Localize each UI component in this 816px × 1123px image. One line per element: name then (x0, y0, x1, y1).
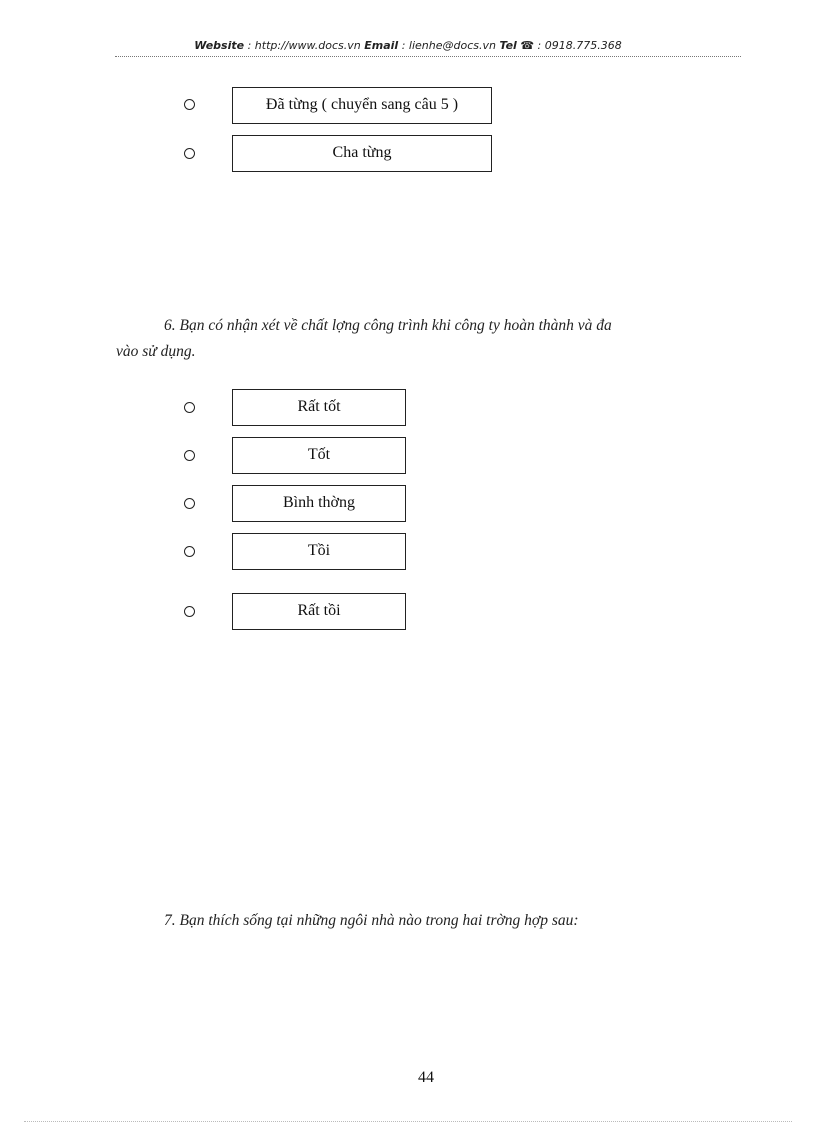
radio-q6-option-4[interactable] (184, 546, 195, 557)
footer-divider (24, 1121, 792, 1122)
website-value: : http://www.docs.vn (244, 39, 365, 52)
header-divider (115, 56, 741, 57)
q6-option-5-box[interactable]: Rất tồi (232, 593, 406, 630)
question-7-text: 7. Bạn thích sống tại những ngôi nhà nào trong hai trờng hợp sau: (164, 912, 579, 929)
page-header (0, 39, 816, 52)
question-6-text-continued: vào sử dụng. (116, 343, 196, 360)
q6-option-1-box[interactable]: Rất tốt (232, 389, 406, 426)
email-label: Email (364, 39, 399, 52)
q6-option-2-box[interactable]: Tốt (232, 437, 406, 474)
tel-value: : 0918.775.368 (534, 39, 622, 52)
phone-icon: ☎ (520, 39, 535, 52)
q5-option-2-box[interactable]: Cha từng (232, 135, 492, 172)
tel-label: Tel (499, 39, 517, 52)
website-label: Website (194, 39, 245, 52)
page-number: 44 (418, 1069, 434, 1086)
q6-option-3-box[interactable]: Bình thờng (232, 485, 406, 522)
radio-q5-option-2[interactable] (184, 148, 195, 159)
radio-q6-option-1[interactable] (184, 402, 195, 413)
q6-option-4-box[interactable]: Tồi (232, 533, 406, 570)
radio-q5-option-1[interactable] (184, 99, 195, 110)
radio-q6-option-5[interactable] (184, 606, 195, 617)
radio-q6-option-3[interactable] (184, 498, 195, 509)
radio-q6-option-2[interactable] (184, 450, 195, 461)
email-value: : lienhe@docs.vn (398, 39, 500, 52)
question-6-text: 6. Bạn có nhận xét về chất lợng công trình khi công ty hoàn thành và đa (164, 317, 612, 334)
q5-option-1-box[interactable]: Đã từng ( chuyển sang câu 5 ) (232, 87, 492, 124)
